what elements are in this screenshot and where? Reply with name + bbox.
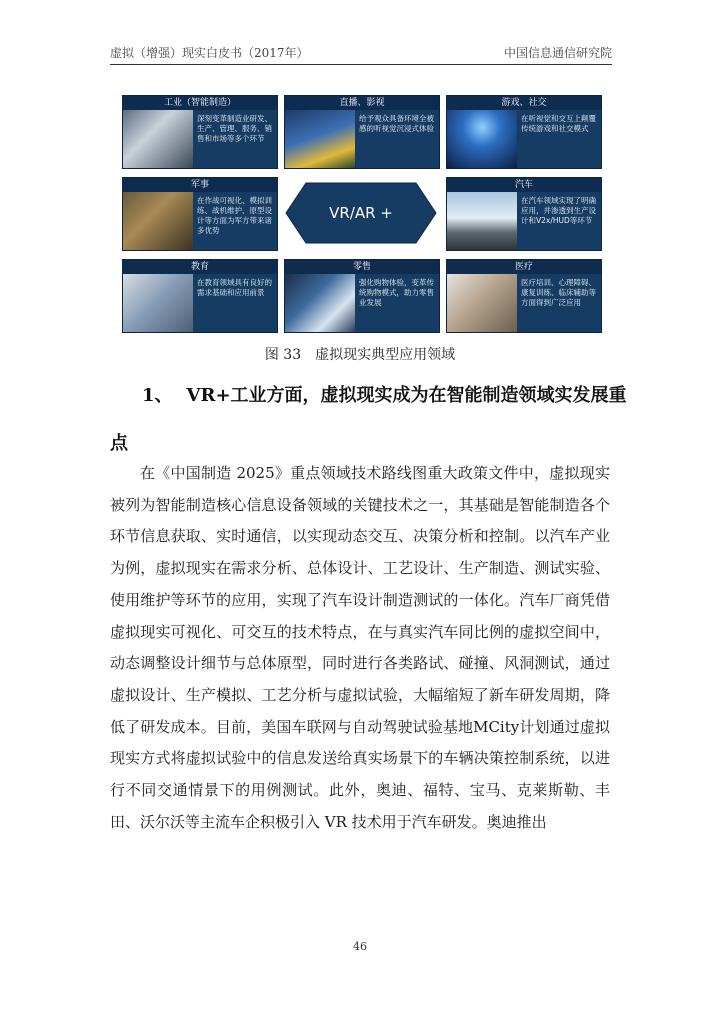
page-number: 46 <box>353 940 367 953</box>
center-label: VR/AR + <box>329 204 393 222</box>
panel-desc: 深刻变革制造业研发、生产、管理、服务、销售和市场等多个环节 <box>197 114 272 143</box>
panel-title: 工业（智能制造） <box>123 96 277 110</box>
body-paragraph <box>110 458 610 838</box>
panel-photo <box>447 110 517 168</box>
application-fields-figure <box>122 95 600 335</box>
section-title-text: VR+工业方面，虚拟现实成为在智能制造领域实发展重点 <box>110 385 627 454</box>
panel-desc: 在作战可视化、模拟训练、战机维护、原型设计等方面为军方带来诸多优势 <box>197 196 272 235</box>
panel-photo <box>447 192 517 250</box>
panel-military <box>122 177 278 251</box>
panel-desc: 在汽车领域实现了明确应用，并渗透到生产设计和V2x/HUD等环节 <box>521 196 596 225</box>
panel-photo <box>123 274 193 332</box>
panel-photo <box>285 110 355 168</box>
panel-retail <box>284 259 440 333</box>
page-header <box>110 44 612 61</box>
panel-desc: 在教育领域具有良好的需求基础和应用前景 <box>197 278 272 297</box>
panel-title: 医疗 <box>447 260 601 274</box>
panel-industry <box>122 95 278 169</box>
panel-title: 军事 <box>123 178 277 192</box>
panel-photo <box>123 110 193 168</box>
panel-title: 教育 <box>123 260 277 274</box>
header-left: 虚拟（增强）现实白皮书（2017年） <box>110 46 309 60</box>
panel-title: 汽车 <box>447 178 601 192</box>
header-rule <box>110 64 612 65</box>
panel-education <box>122 259 278 333</box>
panel-title: 直播、影视 <box>285 96 439 110</box>
header-right: 中国信息通信研究院 <box>503 46 612 60</box>
panel-desc: 强化购物体验，变革传统购物模式，助力零售业发展 <box>359 278 434 307</box>
panel-medical <box>446 259 602 333</box>
panel-photo <box>285 274 355 332</box>
center-hexagon <box>284 177 438 249</box>
section-number: 1、 <box>142 385 173 406</box>
panel-title: 零售 <box>285 260 439 274</box>
panel-photo <box>123 192 193 250</box>
figure-caption: 图 33 虚拟现实典型应用领域 <box>264 347 456 363</box>
panel-games-social <box>446 95 602 169</box>
panel-desc: 给予观众具备环境全被感的听视觉沉浸式体验 <box>359 114 434 133</box>
panel-desc: 在听视觉和交互上颠覆传统游戏和社交模式 <box>521 114 596 133</box>
panel-photo <box>447 274 517 332</box>
panel-automotive <box>446 177 602 251</box>
panel-title: 游戏、社交 <box>447 96 601 110</box>
section-heading <box>110 372 630 468</box>
panel-live-film <box>284 95 440 169</box>
paragraph-text: 在《中国制造 2025》重点领域技术路线图重大政策文件中，虚拟现实被列为智能制造核心信息设备领域的关键技术之一，其基础是智能制造各个环节信息获取、实时通信，以实现动态交互、决策分析和控制。以汽车产业为例，虚拟现实在需求分析、总体设计、工艺设计、生产制造、测试实验、使用维护等环节的应用，实现了汽车设计制造测试的一体化。汽车厂商凭借虚拟现实可视化、可交互的技术特点，在与真实汽车同比例的虚拟空间中，动态调整设计细节与总体原型，同时进行各类路试、碰撞、风洞测试，通过虚拟设计、生产模拟、工艺分析与虚拟试验，大幅缩短了新车研发周期，降低了研发成本。目前，美国车联网与自动驾驶试验基地MCity计划通过虚拟现实方式将虚拟试验中的信息发送给真实场景下的车辆决策控制系统，以进行不同交通情景下的用例测试。此外，奥迪、福特、宝马、克莱斯勒、丰田、沃尔沃等主流车企积极引入 VR 技术用于汽车研发。奥迪推出 <box>110 464 610 831</box>
panel-desc: 医疗培训、心理障碍、康复训练、临床辅助等方面得到广泛应用 <box>521 278 596 307</box>
